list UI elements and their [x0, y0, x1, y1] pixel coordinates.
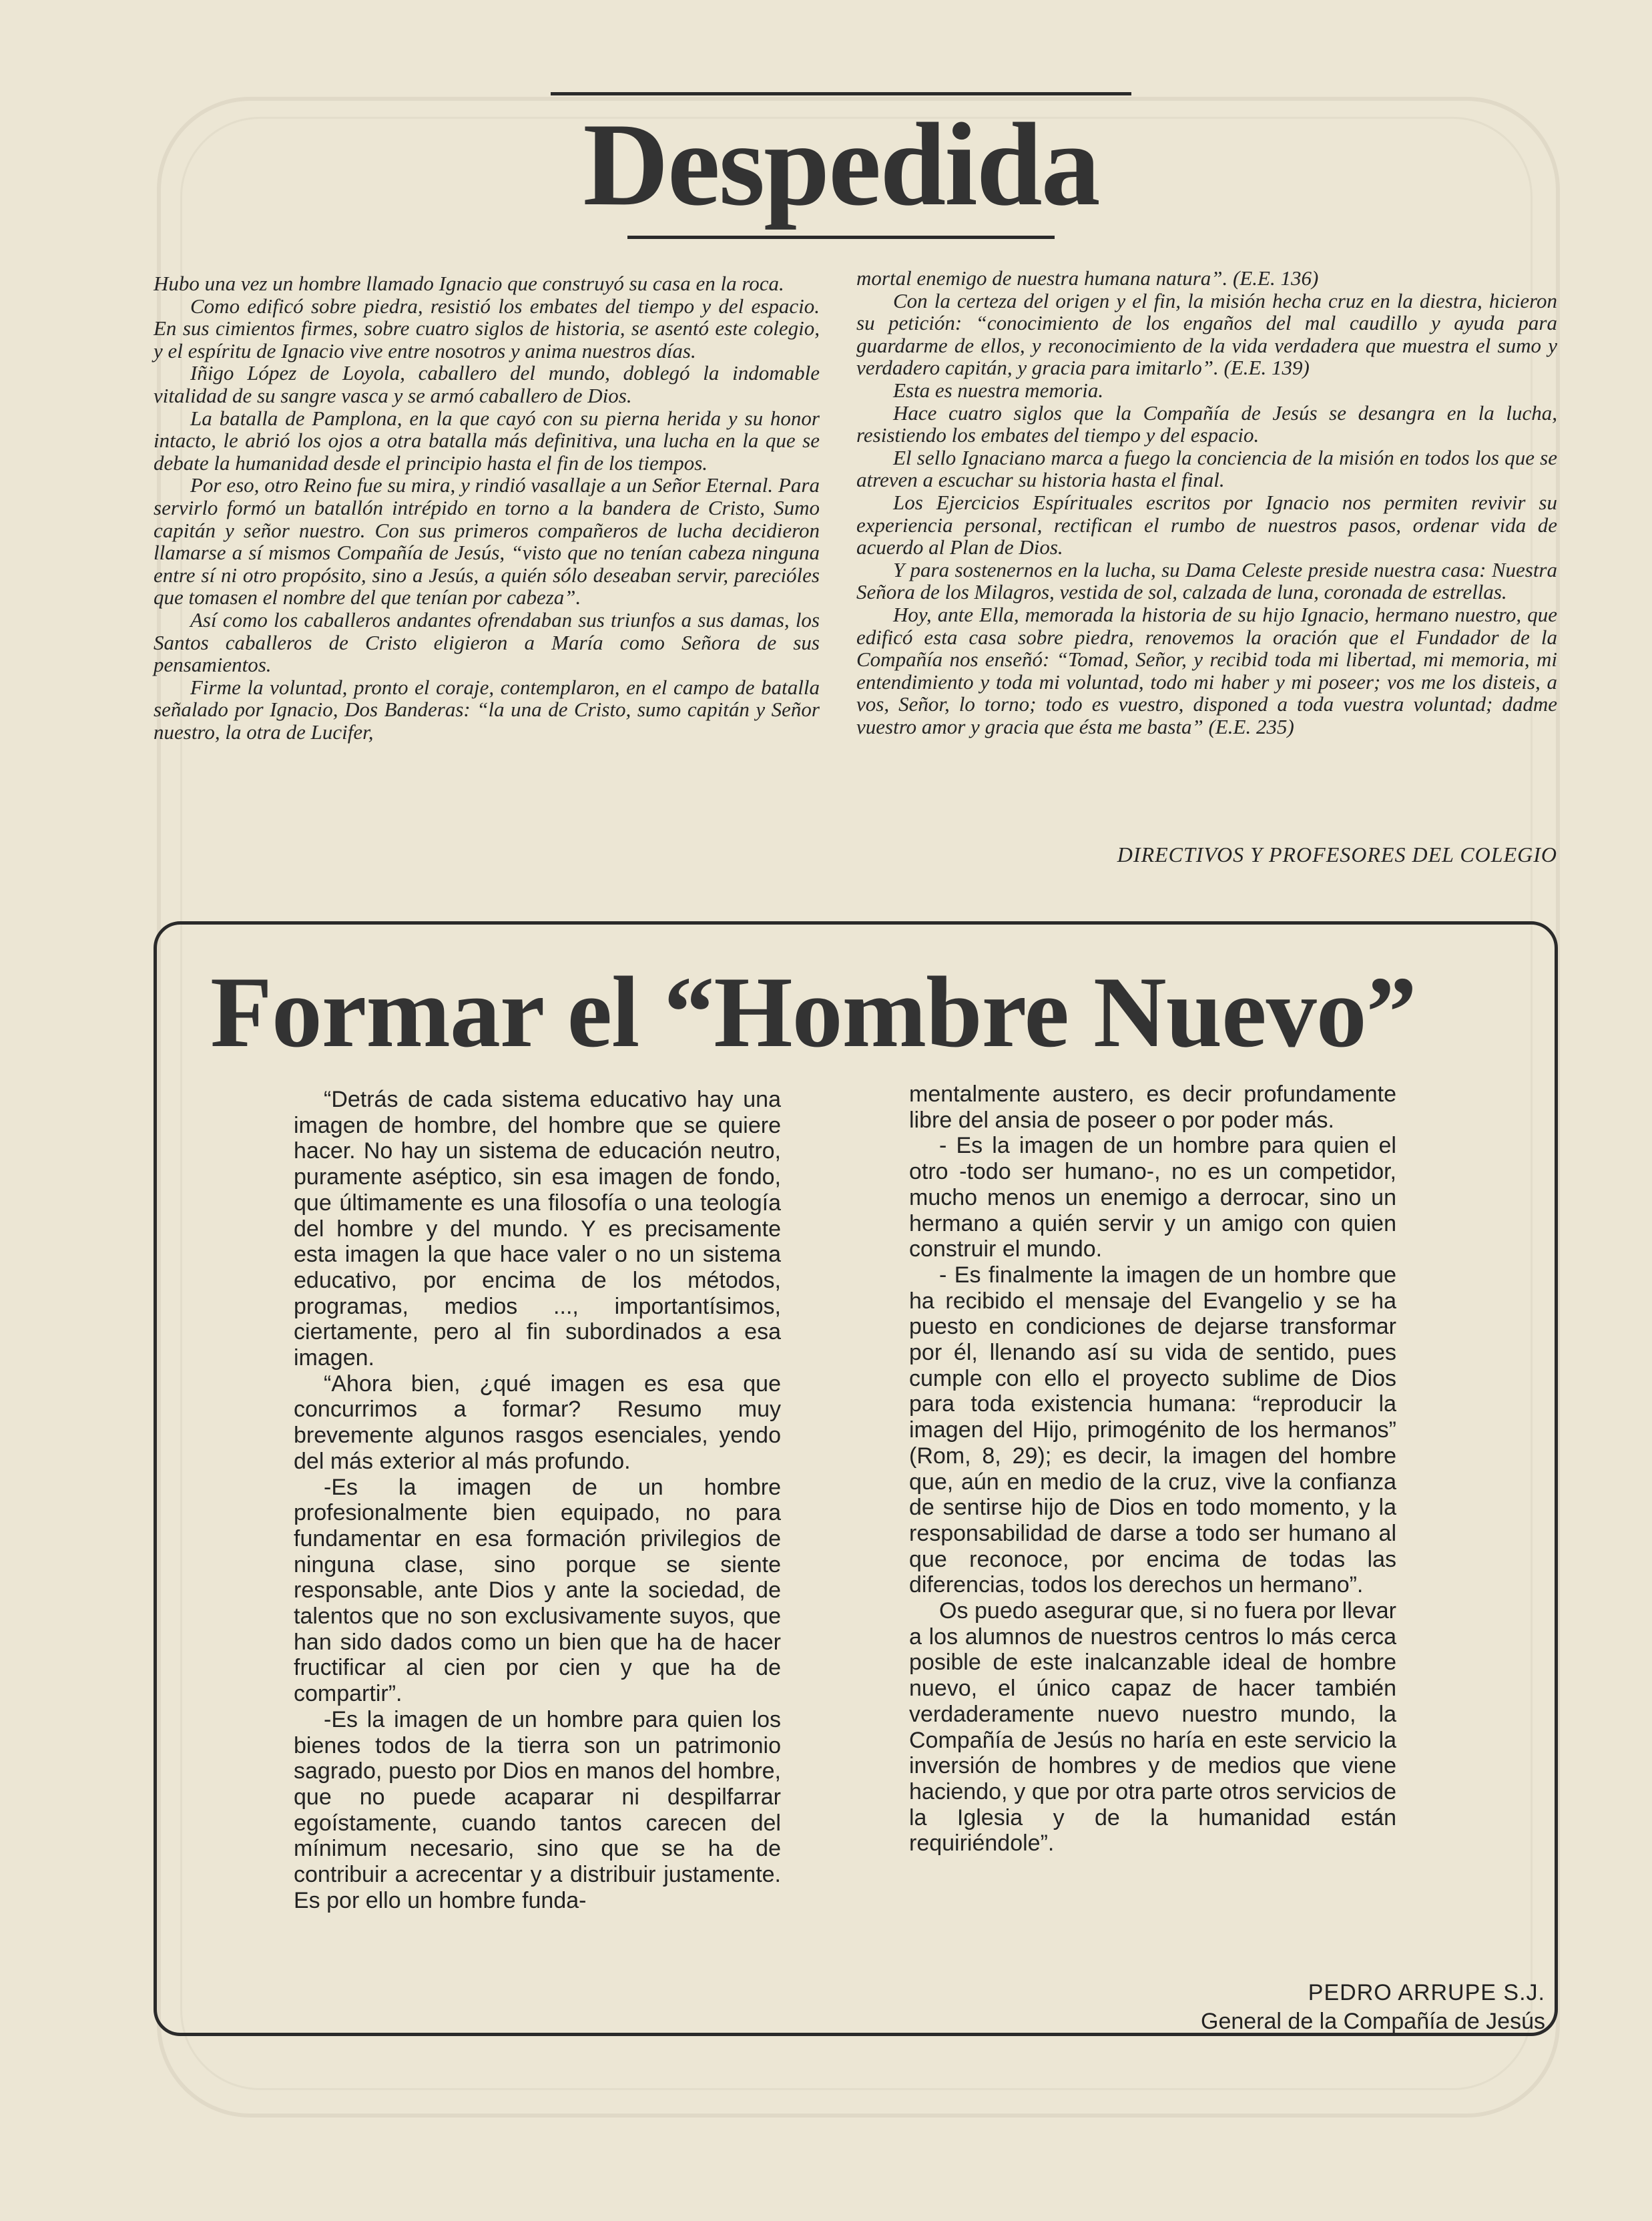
despedida-header [551, 92, 1131, 239]
paragraph: Esta es nuestra memoria. [893, 378, 1104, 402]
paragraph: Los Ejercicios Espírituales escritos por Ignacio nos permiten revivir su experiencia personal, rectifican el rumbo de nuestros pasos, ordenar vida de acuerdo al Plan de Dios. [856, 490, 1557, 559]
despedida-left-column [154, 272, 820, 743]
paragraph: Hubo una vez un hombre llamado Ignacio que construyó su casa en la roca. [154, 272, 784, 295]
paragraph: “Ahora bien, ¿qué imagen es esa que concurrimos a formar? Resumo muy brevemente algunos rasgos esenciales, yendo del más exterior al más profundo. [294, 1371, 781, 1474]
paragraph: -Es la imagen de un hombre profesionalmente bien equipado, no para fundamentar en esa formación privilegios de ninguna clase, sino porque se siente responsable, ante Dios y ante la sociedad, de talentos que no son exclusivamente suyos, que han sido dados como un bien que ha de hacer fructificar al cien por cien y que ha de compartir”. [294, 1474, 781, 1707]
paragraph: Como edificó sobre piedra, resistió los embates del tiempo y del espacio. En sus cimientos firmes, sobre cuatro siglos de historia, se asentó este colegio, y el espíritu de Ignacio vive entre nosotros y anima nuestros días. [154, 294, 820, 362]
paragraph: Y para sostenernos en la lucha, su Dama Celeste preside nuestra casa: Nuestra Señora de los Milagros, vestida de sol, calzada de luna, coronada de estrellas. [856, 557, 1557, 604]
paragraph: - Es finalmente la imagen de un hombre que ha recibido el mensaje del Evangelio y se ha puesto en condiciones de dejarse transformar por él, llenando así su vida de sentido, pues cumple con ello el proyecto sublime de Dios para toda existencia humana: “reproducir la imagen del Hijo, primogénito de los hermanos” (Rom, 8, 29); es decir, la imagen del hombre que, aún en medio de la cruz, vive la confianza de sentirse hijo de Dios en todo momento, y la responsabilidad de darse a todo ser humano al que reconoce, por encima de todas las diferencias, todos los derechos un hermano”. [909, 1262, 1396, 1598]
paragraph: Así como los caballeros andantes ofrendaban sus triunfos a sus damas, los Santos caballeros de Cristo eligieron a María como Señora de sus pensamientos. [154, 607, 820, 677]
hombre-nuevo-title: Formar el “Hombre Nuevo” [210, 956, 1416, 1068]
paragraph: mortal enemigo de nuestra humana natura”. (E.E. 136) [856, 266, 1319, 290]
paragraph: El sello Ignaciano marca a fuego la conciencia de la misión en todos los que se atreven a escuchar su historia hasta el final. [856, 445, 1557, 492]
title-rule-bottom [627, 236, 1055, 239]
paragraph: Por eso, otro Reino fue su mira, y rindió vasallaje a un Señor Eternal. Para servirlo formó un batallón intrépido en torno a la bandera de Cristo, Sumo capitán y señor nuestro. Con sus primeros compañeros de lucha decidieron llamarse a sí mismos Compañía de Jesús, “visto que no tenían cabeza ninguna entre sí ni otro propósito, sino a Jesús, a quién sólo deseaban servir, parecióles que tomasen el nombre del que tenían por cabeza”. [154, 473, 820, 609]
hombre-nuevo-signature [1201, 1980, 1545, 2035]
paragraph: Iñigo López de Loyola, caballero del mundo, doblegó la indomable vitalidad de su sangre vasca y se armó caballero de Dios. [154, 361, 820, 407]
paragraph: Firme la voluntad, pronto el coraje, contemplaron, en el campo de batalla señalado por Ignacio, Dos Banderas: “la una de Cristo, sumo capitán y Señor nuestro, la otra de Lucifer, [154, 675, 820, 744]
paragraph: - Es la imagen de un hombre para quien el otro -todo ser humano-, no es un competidor, mucho menos un enemigo a derrocar, sino un hermano a quién servir y un amigo con quien construir el mundo. [909, 1133, 1396, 1262]
hombre-nuevo-right-column [909, 1081, 1396, 1857]
paragraph: “Detrás de cada sistema educativo hay una imagen de hombre, del hombre que se quiere hacer. No hay un sistema de educación neutro, puramente aséptico, sin esa imagen de fondo, que últimamente es una filosofía o una teología del hombre y del mundo. Y es precisamente esta imagen la que hace valer o no un sistema educativo, por encima de los métodos, programas, medios ..., importantísimos, ciertamente, pero al fin subordinados a esa imagen. [294, 1087, 781, 1371]
paragraph: Con la certeza del origen y el fin, la misión hecha cruz en la diestra, hicieron su petición: “conocimiento de los engaños del mal caudillo y ayuda para guardarme de ellos, y reconocimiento de la vida verdadera que muestra el sumo y verdadero capitán, y gracia para imitarlo”. (E.E. 139) [856, 288, 1557, 380]
paragraph: Hoy, ante Ella, memorada la historia de su hijo Ignacio, hermano nuestro, que edificó esta casa sobre piedra, renovemos la oración que el Fundador de la Compañía nos enseñó: “Tomad, Señor, y recibid toda mi libertad, mi memoria, mi entendimiento y toda mi voluntad, todo mi haber y mi poseer; vos me los disteis, a vos, Señor, lo torno; todo es vuestro, disponed a toda vuestra voluntad; dadme vuestro amor y gracia que ésta me basta” (E.E. 235) [856, 602, 1557, 738]
despedida-title: Despedida [583, 98, 1099, 230]
paragraph: La batalla de Pamplona, en la que cayó con su pierna herida y su honor intacto, le abrió los ojos a otra batalla más definitiva, una lucha en la que se debate la humanidad desde el principio hasta el fin de los tiempos. [154, 406, 820, 475]
despedida-right-column [856, 267, 1557, 738]
title-rule-top [551, 92, 1131, 95]
paragraph: mentalmente austero, es decir profundamente libre del ansia de poseer o por poder más. [909, 1081, 1396, 1133]
signature-role: General de la Compañía de Jesús [1201, 2009, 1545, 2034]
signature-name: PEDRO ARRUPE S.J. [1308, 1980, 1545, 2005]
paragraph: Os puedo asegurar que, si no fuera por llevar a los alumnos de nuestros centros lo más cerca posible de este inalcanzable ideal de hombre nuevo, el único capaz de hacer también verdaderamente nuevo nuestro mundo, la Compañía de Jesús no haría en este servicio la inversión de hombres y de medios que viene haciendo, y que por otra parte otros servicios de la Iglesia y de la humanidad están requiriéndole”. [909, 1598, 1396, 1857]
despedida-signature: DIRECTIVOS Y PROFESORES DEL COLEGIO [1117, 842, 1557, 867]
hombre-nuevo-left-column [294, 1087, 781, 1914]
paragraph: Hace cuatro siglos que la Compañía de Jesús se desangra en la lucha, resistiendo los embates del tiempo y del espacio. [856, 401, 1557, 447]
paragraph: -Es la imagen de un hombre para quien los bienes todos de la tierra son un patrimonio sagrado, puesto por Dios en manos del hombre, que no puede acaparar ni despilfarrar egoístamente, cuando tantos carecen del mínimum necesario, sino que se ha de contribuir a acrecentar y a distribuir justamente. Es por ello un hombre funda- [294, 1706, 781, 1913]
